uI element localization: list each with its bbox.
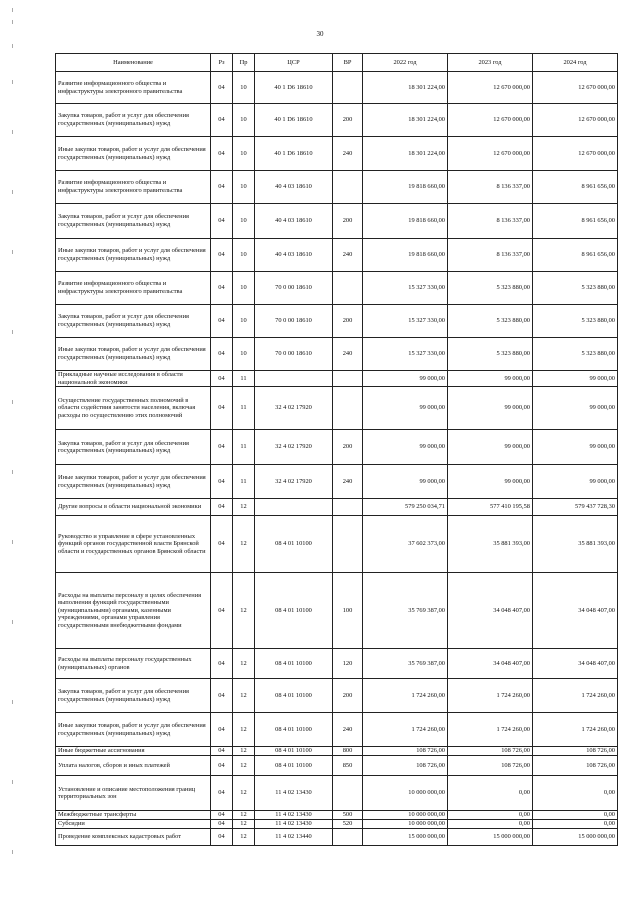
col-header-name: Наименование bbox=[56, 54, 211, 72]
row-pr: 10 bbox=[233, 137, 255, 171]
row-2022: 37 602 373,00 bbox=[363, 516, 448, 573]
row-vr: 200 bbox=[333, 305, 363, 338]
row-2022: 18 301 224,00 bbox=[363, 72, 448, 104]
row-vr: 500 bbox=[333, 811, 363, 820]
row-pr: 12 bbox=[233, 811, 255, 820]
row-vr: 800 bbox=[333, 747, 363, 756]
row-2023: 12 670 000,00 bbox=[448, 104, 533, 137]
table-row bbox=[56, 104, 618, 137]
col-header-csr: ЦСР bbox=[255, 54, 333, 72]
row-vr: 200 bbox=[333, 104, 363, 137]
row-name: Развитие информационного общества и инфраструктуры электронного правительства bbox=[56, 72, 211, 104]
table-header-row bbox=[56, 54, 618, 72]
row-name: Прикладные научные исследования в области национальной экономики bbox=[56, 371, 211, 387]
table-row bbox=[56, 747, 618, 756]
row-csr: 08 4 01 10100 bbox=[255, 747, 333, 756]
row-2022: 19 818 660,00 bbox=[363, 204, 448, 239]
row-csr: 08 4 01 10100 bbox=[255, 756, 333, 776]
col-header-rz: Рз bbox=[211, 54, 233, 72]
row-vr: 200 bbox=[333, 679, 363, 713]
row-pr: 12 bbox=[233, 499, 255, 516]
row-name: Закупка товаров, работ и услуг для обеспечения государственных (муниципальных) нужд bbox=[56, 679, 211, 713]
row-rz: 04 bbox=[211, 72, 233, 104]
row-csr: 70 0 00 18610 bbox=[255, 338, 333, 371]
row-2023: 99 000,00 bbox=[448, 387, 533, 430]
row-csr: 11 4 02 13430 bbox=[255, 811, 333, 820]
row-2024: 34 048 407,00 bbox=[533, 649, 618, 679]
row-2023: 0,00 bbox=[448, 820, 533, 829]
row-vr bbox=[333, 272, 363, 305]
row-name: Уплата налогов, сборов и иных платежей bbox=[56, 756, 211, 776]
row-csr: 11 4 02 13430 bbox=[255, 820, 333, 829]
row-2022: 15 000 000,00 bbox=[363, 829, 448, 846]
row-csr: 08 4 01 10100 bbox=[255, 516, 333, 573]
row-csr: 40 1 D6 18610 bbox=[255, 137, 333, 171]
row-pr: 12 bbox=[233, 649, 255, 679]
row-2024: 108 726,00 bbox=[533, 747, 618, 756]
table-row bbox=[56, 430, 618, 465]
row-pr: 12 bbox=[233, 679, 255, 713]
row-csr: 08 4 01 10100 bbox=[255, 713, 333, 747]
row-rz: 04 bbox=[211, 104, 233, 137]
row-2024: 99 000,00 bbox=[533, 371, 618, 387]
row-2024: 15 000 000,00 bbox=[533, 829, 618, 846]
row-2022: 15 327 330,00 bbox=[363, 338, 448, 371]
row-2023: 5 323 880,00 bbox=[448, 272, 533, 305]
row-rz: 04 bbox=[211, 371, 233, 387]
table-row bbox=[56, 573, 618, 649]
row-2022: 99 000,00 bbox=[363, 465, 448, 499]
row-pr: 11 bbox=[233, 371, 255, 387]
table-row bbox=[56, 465, 618, 499]
row-2022: 18 301 224,00 bbox=[363, 104, 448, 137]
row-2022: 35 769 387,00 bbox=[363, 649, 448, 679]
row-2024: 8 961 656,00 bbox=[533, 239, 618, 272]
col-header-2022: 2022 год bbox=[363, 54, 448, 72]
row-name: Другие вопросы в области национальной экономики bbox=[56, 499, 211, 516]
row-rz: 04 bbox=[211, 338, 233, 371]
row-vr bbox=[333, 171, 363, 204]
table-row bbox=[56, 387, 618, 430]
row-vr: 240 bbox=[333, 713, 363, 747]
row-2022: 19 818 660,00 bbox=[363, 171, 448, 204]
row-2022: 35 769 387,00 bbox=[363, 573, 448, 649]
row-2024: 35 881 393,00 bbox=[533, 516, 618, 573]
table-row bbox=[56, 829, 618, 846]
row-2022: 99 000,00 bbox=[363, 387, 448, 430]
row-2023: 577 410 195,58 bbox=[448, 499, 533, 516]
row-name: Закупка товаров, работ и услуг для обеспечения государственных (муниципальных) нужд bbox=[56, 104, 211, 137]
row-rz: 04 bbox=[211, 713, 233, 747]
row-pr: 12 bbox=[233, 756, 255, 776]
row-rz: 04 bbox=[211, 649, 233, 679]
row-csr: 40 4 03 18610 bbox=[255, 239, 333, 272]
row-csr: 11 4 02 13430 bbox=[255, 776, 333, 811]
row-vr bbox=[333, 776, 363, 811]
row-2023: 12 670 000,00 bbox=[448, 137, 533, 171]
page-number: 30 bbox=[316, 30, 324, 38]
row-2024: 99 000,00 bbox=[533, 387, 618, 430]
col-header-2024: 2024 год bbox=[533, 54, 618, 72]
row-pr: 10 bbox=[233, 272, 255, 305]
table-row bbox=[56, 272, 618, 305]
row-pr: 11 bbox=[233, 430, 255, 465]
row-2024: 12 670 000,00 bbox=[533, 104, 618, 137]
row-pr: 11 bbox=[233, 387, 255, 430]
row-name: Межбюджетные трансферты bbox=[56, 811, 211, 820]
row-2024: 579 437 728,30 bbox=[533, 499, 618, 516]
row-2023: 5 323 880,00 bbox=[448, 338, 533, 371]
row-vr bbox=[333, 516, 363, 573]
row-2023: 15 000 000,00 bbox=[448, 829, 533, 846]
row-csr: 40 4 03 18610 bbox=[255, 171, 333, 204]
row-rz: 04 bbox=[211, 829, 233, 846]
row-name: Иные закупки товаров, работ и услуг для обеспечения государственных (муниципальных) нужд bbox=[56, 465, 211, 499]
row-2024: 0,00 bbox=[533, 820, 618, 829]
row-rz: 04 bbox=[211, 387, 233, 430]
table-row bbox=[56, 305, 618, 338]
row-2024: 8 961 656,00 bbox=[533, 171, 618, 204]
row-2023: 34 048 407,00 bbox=[448, 649, 533, 679]
row-rz: 04 bbox=[211, 820, 233, 829]
row-name: Иные закупки товаров, работ и услуг для обеспечения государственных (муниципальных) нужд bbox=[56, 239, 211, 272]
row-2023: 34 048 407,00 bbox=[448, 573, 533, 649]
row-csr: 32 4 02 17920 bbox=[255, 387, 333, 430]
row-name: Проведение комплексных кадастровых работ bbox=[56, 829, 211, 846]
row-vr: 240 bbox=[333, 338, 363, 371]
table-row bbox=[56, 679, 618, 713]
row-vr: 240 bbox=[333, 239, 363, 272]
row-2023: 8 136 337,00 bbox=[448, 171, 533, 204]
row-2023: 35 881 393,00 bbox=[448, 516, 533, 573]
row-rz: 04 bbox=[211, 776, 233, 811]
row-rz: 04 bbox=[211, 430, 233, 465]
row-pr: 12 bbox=[233, 713, 255, 747]
row-name: Расходы на выплаты персоналу государственных (муниципальных) органов bbox=[56, 649, 211, 679]
row-vr: 200 bbox=[333, 204, 363, 239]
row-csr: 32 4 02 17920 bbox=[255, 430, 333, 465]
row-csr: 11 4 02 13440 bbox=[255, 829, 333, 846]
row-vr: 850 bbox=[333, 756, 363, 776]
row-rz: 04 bbox=[211, 756, 233, 776]
row-name: Установление и описание местоположения границ территориальных зон bbox=[56, 776, 211, 811]
row-rz: 04 bbox=[211, 811, 233, 820]
row-rz: 04 bbox=[211, 747, 233, 756]
row-2024: 12 670 000,00 bbox=[533, 72, 618, 104]
row-pr: 12 bbox=[233, 776, 255, 811]
row-vr bbox=[333, 371, 363, 387]
row-csr bbox=[255, 499, 333, 516]
table-row bbox=[56, 338, 618, 371]
row-csr: 70 0 00 18610 bbox=[255, 272, 333, 305]
row-2024: 5 323 880,00 bbox=[533, 305, 618, 338]
col-header-pr: Пр bbox=[233, 54, 255, 72]
row-2024: 5 323 880,00 bbox=[533, 272, 618, 305]
table-row bbox=[56, 204, 618, 239]
row-2024: 108 726,00 bbox=[533, 756, 618, 776]
row-rz: 04 bbox=[211, 305, 233, 338]
row-2024: 99 000,00 bbox=[533, 465, 618, 499]
row-2023: 108 726,00 bbox=[448, 756, 533, 776]
row-2024: 8 961 656,00 bbox=[533, 204, 618, 239]
table-row bbox=[56, 776, 618, 811]
table-row bbox=[56, 137, 618, 171]
col-header-2023: 2023 год bbox=[448, 54, 533, 72]
row-pr: 11 bbox=[233, 465, 255, 499]
row-name: Расходы на выплаты персоналу в целях обеспечения выполнения функций государственными (муниципальными) органами, казенными учреждениями, органами управления государственными внебюджетными фондами bbox=[56, 573, 211, 649]
row-pr: 10 bbox=[233, 305, 255, 338]
row-2022: 18 301 224,00 bbox=[363, 137, 448, 171]
row-2023: 1 724 260,00 bbox=[448, 679, 533, 713]
row-2023: 8 136 337,00 bbox=[448, 204, 533, 239]
row-rz: 04 bbox=[211, 272, 233, 305]
row-vr: 240 bbox=[333, 465, 363, 499]
row-2022: 19 818 660,00 bbox=[363, 239, 448, 272]
table-row bbox=[56, 811, 618, 820]
row-2022: 99 000,00 bbox=[363, 430, 448, 465]
row-2023: 5 323 880,00 bbox=[448, 305, 533, 338]
row-name: Иные закупки товаров, работ и услуг для обеспечения государственных (муниципальных) нужд bbox=[56, 338, 211, 371]
table-row bbox=[56, 756, 618, 776]
row-name: Закупка товаров, работ и услуг для обеспечения государственных (муниципальных) нужд bbox=[56, 430, 211, 465]
row-vr bbox=[333, 72, 363, 104]
row-csr: 08 4 01 10100 bbox=[255, 679, 333, 713]
row-name: Иные закупки товаров, работ и услуг для обеспечения государственных (муниципальных) нужд bbox=[56, 713, 211, 747]
row-2024: 12 670 000,00 bbox=[533, 137, 618, 171]
row-name: Иные бюджетные ассигнования bbox=[56, 747, 211, 756]
table-row bbox=[56, 820, 618, 829]
row-2024: 5 323 880,00 bbox=[533, 338, 618, 371]
table-row bbox=[56, 516, 618, 573]
table-row bbox=[56, 499, 618, 516]
table-row bbox=[56, 171, 618, 204]
row-2022: 99 000,00 bbox=[363, 371, 448, 387]
table-body bbox=[56, 72, 618, 846]
table-row bbox=[56, 239, 618, 272]
row-2022: 10 000 000,00 bbox=[363, 811, 448, 820]
row-2023: 0,00 bbox=[448, 811, 533, 820]
row-vr: 520 bbox=[333, 820, 363, 829]
row-2022: 1 724 260,00 bbox=[363, 679, 448, 713]
row-2022: 108 726,00 bbox=[363, 756, 448, 776]
row-rz: 04 bbox=[211, 204, 233, 239]
row-pr: 10 bbox=[233, 338, 255, 371]
row-2023: 108 726,00 bbox=[448, 747, 533, 756]
row-2024: 34 048 407,00 bbox=[533, 573, 618, 649]
row-vr: 240 bbox=[333, 137, 363, 171]
col-header-vr: ВР bbox=[333, 54, 363, 72]
row-rz: 04 bbox=[211, 137, 233, 171]
row-rz: 04 bbox=[211, 465, 233, 499]
row-rz: 04 bbox=[211, 516, 233, 573]
row-vr: 200 bbox=[333, 430, 363, 465]
row-vr: 100 bbox=[333, 573, 363, 649]
row-csr: 70 0 00 18610 bbox=[255, 305, 333, 338]
row-2023: 0,00 bbox=[448, 776, 533, 811]
row-csr: 32 4 02 17920 bbox=[255, 465, 333, 499]
row-pr: 10 bbox=[233, 171, 255, 204]
row-vr bbox=[333, 829, 363, 846]
row-2023: 99 000,00 bbox=[448, 371, 533, 387]
row-pr: 12 bbox=[233, 820, 255, 829]
table-row bbox=[56, 713, 618, 747]
row-pr: 12 bbox=[233, 747, 255, 756]
row-rz: 04 bbox=[211, 239, 233, 272]
row-csr: 40 1 D6 18610 bbox=[255, 104, 333, 137]
row-2023: 1 724 260,00 bbox=[448, 713, 533, 747]
row-2024: 1 724 260,00 bbox=[533, 679, 618, 713]
row-pr: 12 bbox=[233, 829, 255, 846]
row-2023: 99 000,00 bbox=[448, 465, 533, 499]
row-2023: 12 670 000,00 bbox=[448, 72, 533, 104]
row-pr: 10 bbox=[233, 239, 255, 272]
row-pr: 10 bbox=[233, 104, 255, 137]
row-name: Субсидии bbox=[56, 820, 211, 829]
row-vr bbox=[333, 499, 363, 516]
row-2024: 99 000,00 bbox=[533, 430, 618, 465]
row-vr bbox=[333, 387, 363, 430]
row-name: Закупка товаров, работ и услуг для обеспечения государственных (муниципальных) нужд bbox=[56, 305, 211, 338]
row-csr bbox=[255, 371, 333, 387]
row-name: Развитие информационного общества и инфраструктуры электронного правительства bbox=[56, 272, 211, 305]
row-csr: 40 4 03 18610 bbox=[255, 204, 333, 239]
row-name: Осуществление государственных полномочий в области содействия занятости населения, включая расходы по осуществлению этих полномочий bbox=[56, 387, 211, 430]
row-2024: 0,00 bbox=[533, 776, 618, 811]
table-row bbox=[56, 72, 618, 104]
row-csr: 40 1 D6 18610 bbox=[255, 72, 333, 104]
table-row bbox=[56, 649, 618, 679]
row-2022: 108 726,00 bbox=[363, 747, 448, 756]
row-pr: 12 bbox=[233, 573, 255, 649]
row-csr: 08 4 01 10100 bbox=[255, 573, 333, 649]
row-2022: 15 327 330,00 bbox=[363, 305, 448, 338]
row-name: Развитие информационного общества и инфраструктуры электронного правительства bbox=[56, 171, 211, 204]
row-2022: 1 724 260,00 bbox=[363, 713, 448, 747]
binding-margin-marks bbox=[12, 0, 18, 905]
row-pr: 12 bbox=[233, 516, 255, 573]
row-vr: 120 bbox=[333, 649, 363, 679]
row-name: Иные закупки товаров, работ и услуг для обеспечения государственных (муниципальных) нужд bbox=[56, 137, 211, 171]
row-name: Руководство и управление в сфере установленных функций органов государственной власти Брянской области и государственных органов Брянской области bbox=[56, 516, 211, 573]
row-2022: 10 000 000,00 bbox=[363, 820, 448, 829]
row-csr: 08 4 01 10100 bbox=[255, 649, 333, 679]
row-rz: 04 bbox=[211, 171, 233, 204]
row-2023: 99 000,00 bbox=[448, 430, 533, 465]
row-2024: 1 724 260,00 bbox=[533, 713, 618, 747]
row-2022: 579 250 034,71 bbox=[363, 499, 448, 516]
row-2022: 10 000 000,00 bbox=[363, 776, 448, 811]
row-pr: 10 bbox=[233, 204, 255, 239]
row-2024: 0,00 bbox=[533, 811, 618, 820]
row-name: Закупка товаров, работ и услуг для обеспечения государственных (муниципальных) нужд bbox=[56, 204, 211, 239]
row-pr: 10 bbox=[233, 72, 255, 104]
row-2023: 8 136 337,00 bbox=[448, 239, 533, 272]
row-rz: 04 bbox=[211, 499, 233, 516]
row-rz: 04 bbox=[211, 573, 233, 649]
row-rz: 04 bbox=[211, 679, 233, 713]
row-2022: 15 327 330,00 bbox=[363, 272, 448, 305]
budget-table bbox=[55, 53, 618, 846]
table-row bbox=[56, 371, 618, 387]
